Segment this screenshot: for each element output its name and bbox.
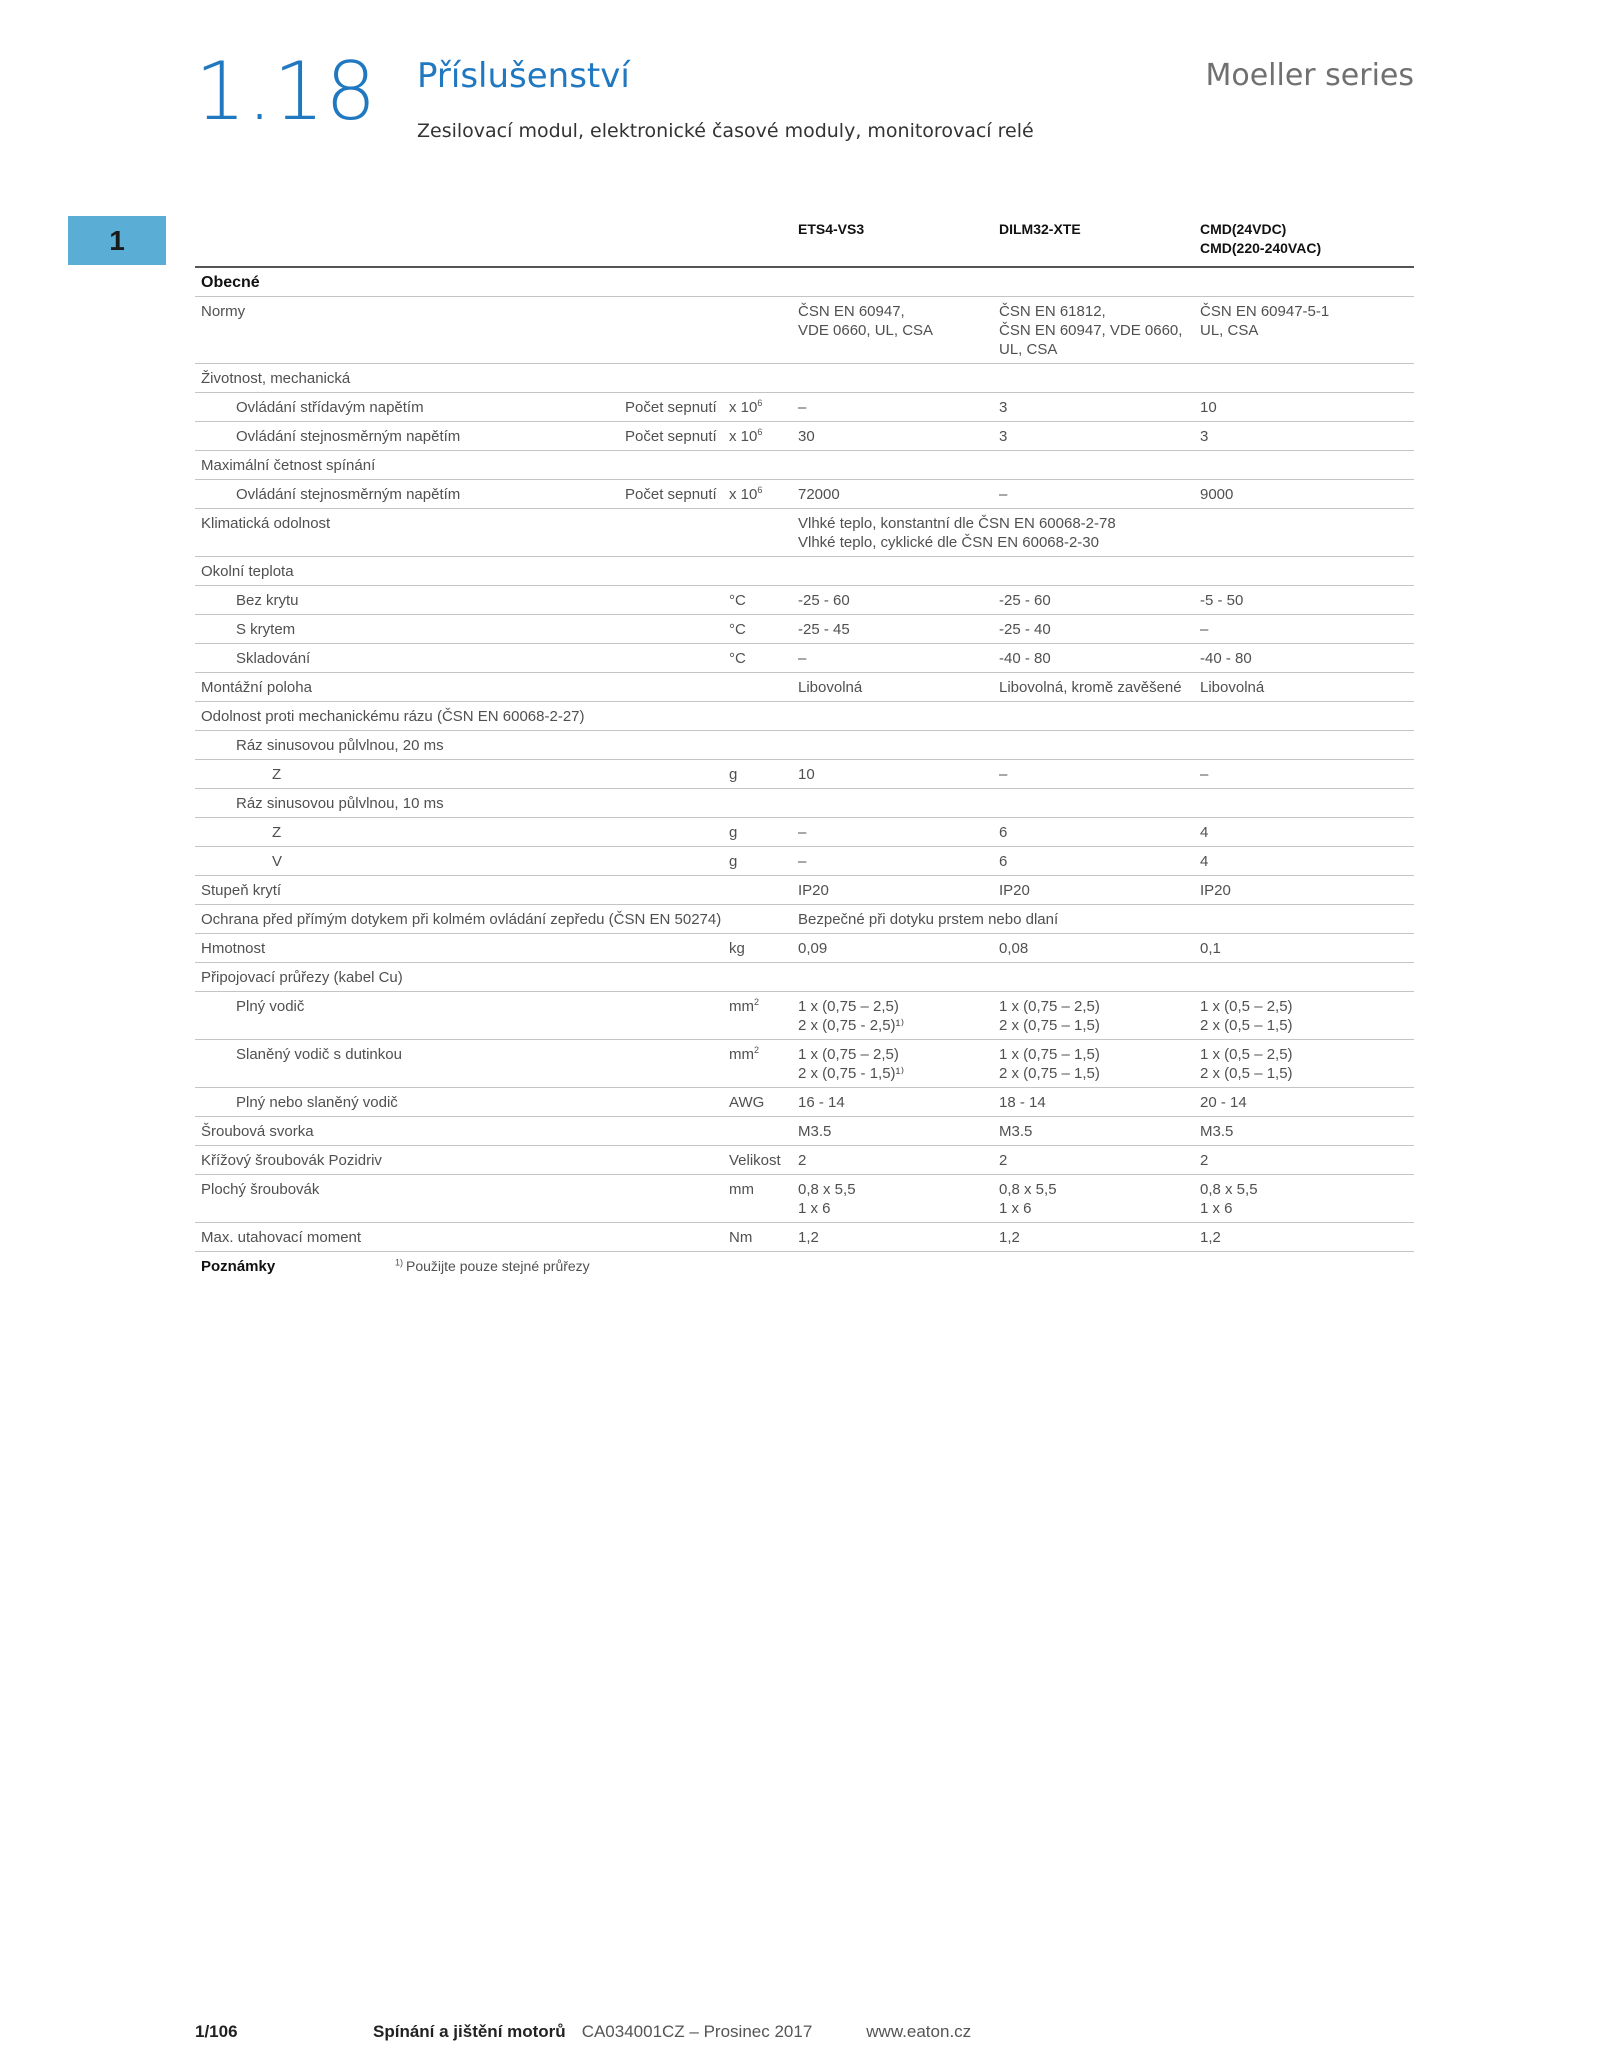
row-value: 0,08 (993, 934, 1194, 963)
row-unit (723, 1223, 792, 1252)
series-label: Moeller series (1205, 58, 1414, 93)
row-value: 2 (792, 1146, 993, 1175)
row-value: 1,2 (792, 1223, 993, 1252)
row-unit (723, 1146, 792, 1175)
row-value: 3 (993, 422, 1194, 451)
unit-text: Nm (729, 1229, 753, 1246)
spec-table (195, 216, 1414, 1280)
row-value: IP20 (993, 876, 1194, 905)
footer-category: Spínání a jištění motorů (373, 2022, 566, 2041)
page-title: Příslušenství (417, 56, 630, 96)
row-label: Normy (195, 297, 723, 364)
row-label: Šroubová svorka (195, 1117, 723, 1146)
row-value: 0,1 (1194, 934, 1414, 963)
row-unit (723, 760, 792, 789)
table-row (195, 1175, 1414, 1223)
footnote-text: Použijte pouze stejné průřezy (406, 1258, 590, 1274)
row-value: Libovolná (1194, 673, 1414, 702)
row-value: 0,8 x 5,5 1 x 6 (1194, 1175, 1414, 1223)
table-row (195, 393, 1414, 422)
row-label: Křížový šroubovák Pozidriv (195, 1146, 723, 1175)
row-value: 2 (1194, 1146, 1414, 1175)
table-row (195, 992, 1414, 1040)
row-value: 4 (1194, 818, 1414, 847)
row-label: Max. utahovací moment (195, 1223, 723, 1252)
row-value: ČSN EN 61812, ČSN EN 60947, VDE 0660, UL, CSA (993, 297, 1194, 364)
unit-superscript: 2 (754, 1045, 760, 1055)
unit-text: g (729, 853, 738, 870)
row-value: -25 - 60 (792, 586, 993, 615)
row-unit (723, 934, 792, 963)
row-value: – (792, 644, 993, 673)
row-label: Bez krytu (195, 586, 723, 615)
row-label: Z (195, 760, 723, 789)
row-label: Ráz sinusovou půlvlnou, 10 ms (195, 789, 1414, 818)
unit-text: °C (729, 650, 746, 667)
row-quantity: Počet sepnutí (619, 422, 723, 451)
row-value: 9000 (1194, 480, 1414, 509)
row-value: 30 (792, 422, 993, 451)
table-row (195, 847, 1414, 876)
table-row (195, 1146, 1414, 1175)
row-unit (723, 847, 792, 876)
row-label: Stupeň krytí (195, 876, 723, 905)
row-value: 6 (993, 818, 1194, 847)
row-unit (723, 509, 792, 557)
unit-superscript: 2 (754, 997, 760, 1007)
table-row (195, 297, 1414, 364)
table-row (195, 789, 1414, 818)
row-value: M3.5 (1194, 1117, 1414, 1146)
row-value: ČSN EN 60947-5-1 UL, CSA (1194, 297, 1414, 364)
table-row (195, 876, 1414, 905)
table-row (195, 509, 1414, 557)
row-label: Skladování (195, 644, 723, 673)
column-header: CMD(24VDC) CMD(220-240VAC) (1194, 216, 1414, 267)
row-value: 18 - 14 (993, 1088, 1194, 1117)
table-row (195, 731, 1414, 760)
chapter-number: 1.18 (195, 45, 378, 138)
table-section-row (195, 267, 1414, 297)
row-value: 1 x (0,75 – 2,5) 2 x (0,75 - 1,5)¹⁾ (792, 1040, 993, 1088)
row-label: Ovládání stejnosměrným napětím (195, 480, 619, 509)
row-value: -25 - 45 (792, 615, 993, 644)
row-value: Bezpečné při dotyku prstem nebo dlaní (792, 905, 1414, 934)
row-label: Obecné (195, 267, 1414, 297)
row-value: 72000 (792, 480, 993, 509)
row-value: Libovolná, kromě zavěšené (993, 673, 1194, 702)
row-label: Ovládání stejnosměrným napětím (195, 422, 619, 451)
unit-text: mm (729, 998, 754, 1015)
row-value: -25 - 40 (993, 615, 1194, 644)
unit-text: mm (729, 1046, 754, 1063)
unit-text: °C (729, 621, 746, 638)
row-label: Plochý šroubovák (195, 1175, 723, 1223)
section-tab: 1 (68, 216, 166, 265)
table-row (195, 480, 1414, 509)
row-value: M3.5 (993, 1117, 1194, 1146)
footer-doc-id: CA034001CZ – Prosinec 2017 (581, 2022, 813, 2041)
row-label: Plný vodič (195, 992, 723, 1040)
row-unit (723, 905, 792, 934)
table-row (195, 451, 1414, 480)
row-value: 0,09 (792, 934, 993, 963)
page-number: 1/106 (195, 2022, 238, 2041)
unit-text: AWG (729, 1094, 765, 1111)
row-value: 0,8 x 5,5 1 x 6 (792, 1175, 993, 1223)
row-value: 1,2 (993, 1223, 1194, 1252)
notes-row (195, 1252, 1414, 1281)
row-unit (723, 992, 792, 1040)
column-header: ETS4-VS3 (792, 216, 993, 267)
page-footer (195, 2022, 971, 2042)
row-unit (723, 586, 792, 615)
table-row (195, 673, 1414, 702)
row-label: Připojovací průřezy (kabel Cu) (195, 963, 1414, 992)
row-value: -5 - 50 (1194, 586, 1414, 615)
row-value: M3.5 (792, 1117, 993, 1146)
row-value: 10 (792, 760, 993, 789)
footnote (389, 1252, 1184, 1281)
row-value: – (1194, 615, 1414, 644)
row-quantity: Počet sepnutí (619, 393, 723, 422)
row-label: Plný nebo slaněný vodič (195, 1088, 723, 1117)
row-value: – (792, 393, 993, 422)
row-value: ČSN EN 60947, VDE 0660, UL, CSA (792, 297, 993, 364)
unit-text: °C (729, 592, 746, 609)
row-quantity: Počet sepnutí (619, 480, 723, 509)
row-value: 1 x (0,5 – 2,5) 2 x (0,5 – 1,5) (1194, 992, 1414, 1040)
row-value: 1 x (0,75 – 2,5) 2 x (0,75 – 1,5) (993, 992, 1194, 1040)
row-label: Ráz sinusovou půlvlnou, 20 ms (195, 731, 1414, 760)
row-unit (723, 422, 792, 451)
row-label: Životnost, mechanická (195, 364, 1414, 393)
column-header: DILM32-XTE (993, 216, 1194, 267)
row-unit (723, 615, 792, 644)
table-row (195, 557, 1414, 586)
row-value: – (1194, 760, 1414, 789)
row-unit (723, 1175, 792, 1223)
row-label: V (195, 847, 723, 876)
row-label: Maximální četnost spínání (195, 451, 1414, 480)
table-row (195, 1117, 1414, 1146)
row-value: -40 - 80 (993, 644, 1194, 673)
row-label: Slaněný vodič s dutinkou (195, 1040, 723, 1088)
row-unit (723, 393, 792, 422)
row-label: Odolnost proti mechanickému rázu (ČSN EN 60068-2-27) (195, 702, 1414, 731)
table-row (195, 1040, 1414, 1088)
page-subtitle: Zesilovací modul, elektronické časové moduly, monitorovací relé (417, 120, 1034, 142)
table-row (195, 760, 1414, 789)
row-value: -25 - 60 (993, 586, 1194, 615)
row-unit (723, 1088, 792, 1117)
unit-text: x 10 (729, 486, 758, 503)
row-value: Vlhké teplo, konstantní dle ČSN EN 60068-2-78 Vlhké teplo, cyklické dle ČSN EN 60068-2-30 (792, 509, 1414, 557)
row-value: 1 x (0,5 – 2,5) 2 x (0,5 – 1,5) (1194, 1040, 1414, 1088)
row-unit (723, 644, 792, 673)
table-row (195, 905, 1414, 934)
row-value: 16 - 14 (792, 1088, 993, 1117)
row-label: Montážní poloha (195, 673, 723, 702)
table-row (195, 963, 1414, 992)
unit-text: Velikost (729, 1152, 781, 1169)
row-value: 20 - 14 (1194, 1088, 1414, 1117)
row-value: IP20 (792, 876, 993, 905)
table-row (195, 422, 1414, 451)
table-row (195, 818, 1414, 847)
row-value: 2 (993, 1146, 1194, 1175)
row-value: IP20 (1194, 876, 1414, 905)
table-row (195, 1088, 1414, 1117)
table-row (195, 586, 1414, 615)
row-value: 1,2 (1194, 1223, 1414, 1252)
row-value: – (993, 760, 1194, 789)
row-label: Klimatická odolnost (195, 509, 723, 557)
row-label: Ochrana před přímým dotykem při kolmém ovládání zepředu (ČSN EN 50274) (195, 905, 723, 934)
row-label: Hmotnost (195, 934, 723, 963)
table-row (195, 1223, 1414, 1252)
unit-text: kg (729, 940, 745, 957)
header-spacer (195, 216, 792, 267)
row-value: -40 - 80 (1194, 644, 1414, 673)
table-row (195, 644, 1414, 673)
row-value: 3 (993, 393, 1194, 422)
unit-text: g (729, 766, 738, 783)
notes-label: Poznámky (201, 1258, 276, 1275)
footer-url[interactable]: www.eaton.cz (866, 2022, 972, 2041)
row-value: 0,8 x 5,5 1 x 6 (993, 1175, 1194, 1223)
row-value: – (993, 480, 1194, 509)
table-row (195, 934, 1414, 963)
footnote-marker: 1) (395, 1257, 404, 1268)
unit-superscript: 6 (757, 485, 763, 495)
unit-text: x 10 (729, 399, 758, 416)
row-label: Ovládání střídavým napětím (195, 393, 619, 422)
table-row (195, 702, 1414, 731)
row-value: 1 x (0,75 – 1,5) 2 x (0,75 – 1,5) (993, 1040, 1194, 1088)
unit-text: mm (729, 1181, 754, 1198)
unit-superscript: 6 (757, 427, 763, 437)
row-value: 4 (1194, 847, 1414, 876)
table-header-row (195, 216, 1414, 267)
row-value: – (792, 818, 993, 847)
row-unit (723, 876, 792, 905)
row-value: 6 (993, 847, 1194, 876)
row-label: Z (195, 818, 723, 847)
row-unit (723, 1117, 792, 1146)
row-unit (723, 297, 792, 364)
row-value: Libovolná (792, 673, 993, 702)
row-value: 10 (1194, 393, 1414, 422)
table-row (195, 364, 1414, 393)
unit-text: g (729, 824, 738, 841)
row-unit (723, 673, 792, 702)
row-label: Okolní teplota (195, 557, 1414, 586)
row-value: 3 (1194, 422, 1414, 451)
row-label: S krytem (195, 615, 723, 644)
unit-text: x 10 (729, 428, 758, 445)
row-value: 1 x (0,75 – 2,5) 2 x (0,75 - 2,5)¹⁾ (792, 992, 993, 1040)
table-row (195, 615, 1414, 644)
row-unit (723, 1040, 792, 1088)
row-unit (723, 818, 792, 847)
row-value: – (792, 847, 993, 876)
row-unit (723, 480, 792, 509)
unit-superscript: 6 (757, 398, 763, 408)
spec-table-body (195, 267, 1414, 1280)
